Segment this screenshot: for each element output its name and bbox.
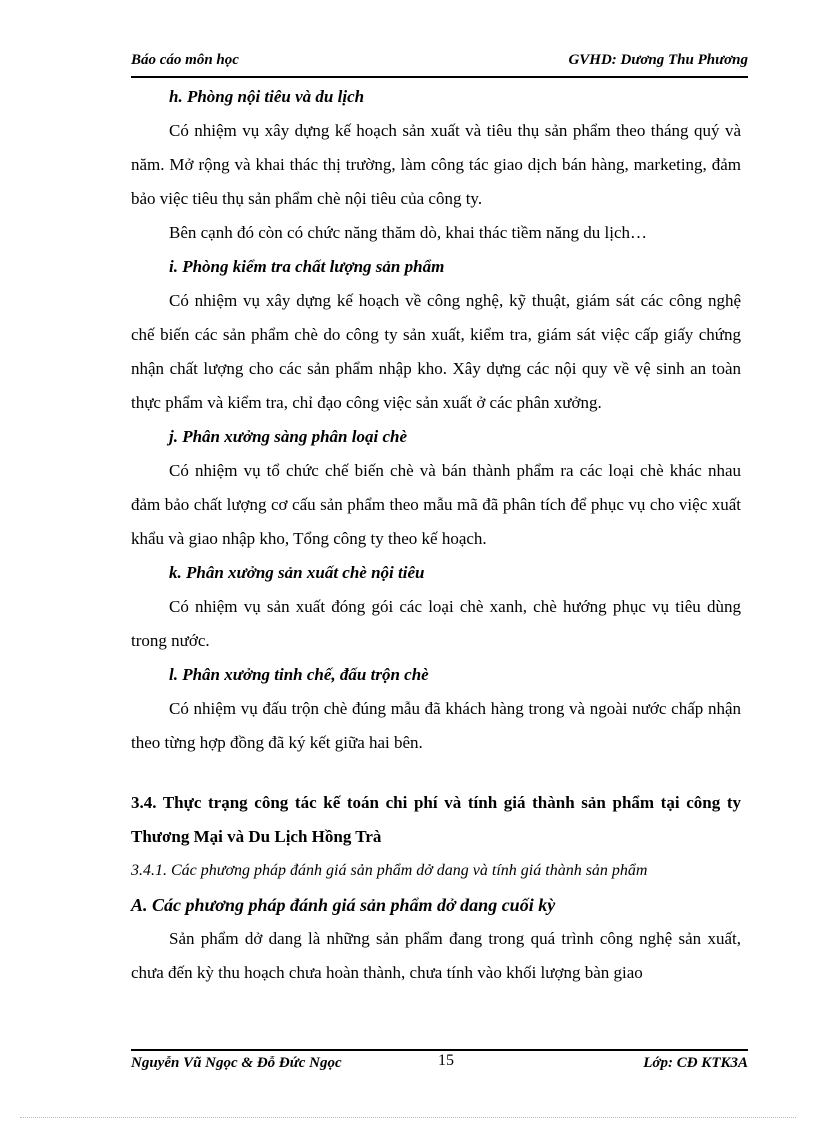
heading-k: k. Phân xưởng sản xuất chè nội tiêu	[169, 563, 425, 582]
footer-class: Lớp: CĐ KTK3A	[643, 1055, 748, 1071]
header-right-text: GVHD: Dương Thu Phương	[568, 52, 748, 68]
heading-l: l. Phân xưởng tinh chế, đấu trộn chè	[169, 665, 429, 684]
section-heading-3-4: 3.4. Thực trạng công tác kế toán chi phí và tính giá thành sản phẩm tại công ty Thương Mại và Du Lịch Hồng Trà	[131, 793, 741, 846]
section-spacer	[131, 760, 741, 786]
paragraph-j-1: Có nhiệm vụ tổ chức chế biến chè và bán thành phẩm ra các loại chè khác nhau đảm bảo chất lượng cơ cấu sản phẩm theo mẫu mã đã phân tích để phục vụ cho việc xuất khẩu và giao nhập kho, Tổng công ty theo kế hoạch.	[131, 461, 741, 548]
paragraph-h-2: Bên cạnh đó còn có chức năng thăm dò, khai thác tiềm năng du lịch…	[169, 223, 647, 242]
paragraph-A-1: Sản phẩm dở dang là những sản phẩm đang trong quá trình công nghệ sản xuất, chưa đến kỳ thu hoạch chưa hoàn thành, chưa tính vào khối lượng bàn giao	[131, 929, 741, 982]
page-header	[131, 50, 748, 78]
paragraph-i-1: Có nhiệm vụ xây dựng kế hoạch về công nghệ, kỹ thuật, giám sát các công nghệ chế biến các sản phẩm chè do công ty sản xuất, kiểm tra, giám sát việc cấp giấy chứng nhận chất lượng cho các sản phẩm nhập kho. Xây dựng các nội quy về vệ sinh an toàn thực phẩm và kiểm tra, chỉ đạo công việc sản xuất ở các phân xưởng.	[131, 291, 741, 412]
page-content	[131, 80, 741, 990]
heading-i: i. Phòng kiểm tra chất lượng sản phẩm	[169, 257, 445, 276]
heading-A: A. Các phương pháp đánh giá sản phẩm dở dang cuối kỳ	[131, 895, 556, 915]
page-number: 15	[438, 1052, 454, 1069]
paragraph-k-1: Có nhiệm vụ sản xuất đóng gói các loại chè xanh, chè hướng phục vụ tiêu dùng trong nước.	[131, 597, 741, 650]
subsection-heading-3-4-1: 3.4.1. Các phương pháp đánh giá sản phẩm dở dang và tính giá thành sản phẩm	[131, 862, 648, 879]
heading-j: j. Phân xưởng sàng phân loại chè	[169, 427, 407, 446]
page-bottom-edge	[20, 1117, 796, 1118]
paragraph-l-1: Có nhiệm vụ đấu trộn chè đúng mẫu đã khách hàng trong và ngoài nước chấp nhận theo từng hợp đồng đã ký kết giữa hai bên.	[131, 699, 741, 752]
header-left-text: Báo cáo môn học	[131, 52, 239, 68]
footer-authors: Nguyễn Vũ Ngọc & Đỗ Đức Ngọc	[131, 1055, 342, 1071]
paragraph-h-1: Có nhiệm vụ xây dựng kế hoạch sản xuất và tiêu thụ sản phẩm theo tháng quý và năm. Mở rộng và khai thác thị trường, làm công tác giao dịch bán hàng, marketing, đảm bảo việc tiêu thụ sản phẩm chè nội tiêu của công ty.	[131, 121, 741, 208]
page-footer	[131, 1049, 748, 1081]
heading-h: h. Phòng nội tiêu và du lịch	[169, 87, 365, 106]
